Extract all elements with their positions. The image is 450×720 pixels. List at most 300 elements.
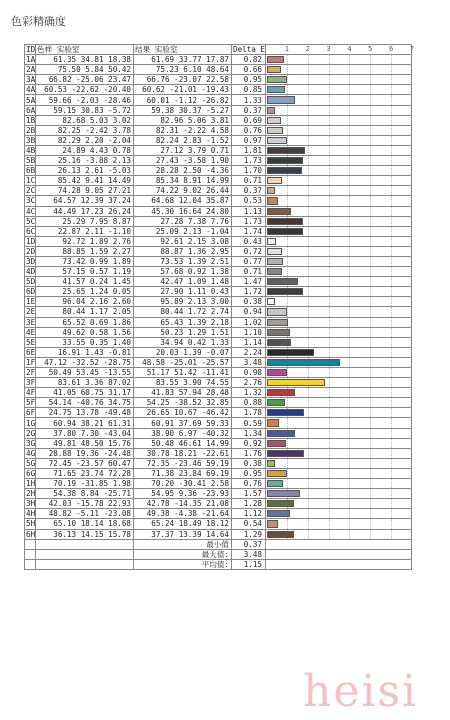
- grid-line: [287, 65, 288, 74]
- patch-id: 2F: [26, 368, 36, 378]
- grid-line: [308, 237, 309, 246]
- grid-line: [391, 237, 392, 246]
- result-lab-values: 60.01 -1.12 -26.82: [134, 95, 232, 105]
- patch-id: 1F: [26, 357, 36, 367]
- target-lab-values: 65.52 0.69 1.86: [36, 317, 134, 327]
- grid-line: [349, 418, 350, 427]
- delta-e-value: 1.73: [232, 156, 266, 166]
- grid-line: [349, 207, 350, 216]
- table-row: [25, 357, 412, 367]
- delta-e-value: 0.53: [232, 196, 266, 206]
- delta-e-bar: [267, 339, 291, 346]
- delta-e-bar: [267, 137, 287, 144]
- target-lab-values: 24.89 4.43 0.78: [36, 145, 134, 155]
- delta-e-bar-cell: [266, 226, 412, 236]
- delta-e-bar-cell: [266, 499, 412, 509]
- grid-line: [349, 95, 350, 104]
- grid-line: [391, 267, 392, 276]
- table-row: [25, 65, 412, 75]
- table-row: [25, 206, 412, 216]
- grid-line: [329, 519, 330, 528]
- grid-line: [349, 519, 350, 528]
- delta-e-bar-cell: [266, 428, 412, 438]
- delta-e-bar: [267, 520, 278, 527]
- result-lab-values: 51.17 51.42 -11.41: [134, 368, 232, 378]
- scale-tick-label: 6: [389, 45, 394, 53]
- grid-line: [329, 499, 330, 508]
- delta-e-bar-cell: [266, 95, 412, 105]
- delta-e-bar: [267, 147, 305, 154]
- delta-e-value: 1.72: [232, 287, 266, 297]
- grid-line: [329, 509, 330, 518]
- target-lab-values: 83.61 3.36 87.02: [36, 378, 134, 388]
- grid-line: [349, 297, 350, 306]
- grid-line: [308, 95, 309, 104]
- grid-line: [349, 247, 350, 256]
- grid-line: [329, 449, 330, 458]
- delta-e-value: 1.47: [232, 277, 266, 287]
- stats-blank: [25, 539, 36, 549]
- stats-blank: [36, 559, 134, 569]
- target-lab-values: 64.57 12.39 37.24: [36, 196, 134, 206]
- result-lab-values: 42.78 -14.35 21.08: [134, 499, 232, 509]
- stats-label: 平均值:: [134, 559, 232, 569]
- delta-e-bar: [267, 76, 287, 83]
- grid-line: [287, 307, 288, 316]
- grid-line: [349, 156, 350, 165]
- grid-line: [349, 408, 350, 417]
- table-row: [25, 256, 412, 266]
- table-row: [25, 186, 412, 196]
- result-lab-values: 27.90 1.11 0.43: [134, 287, 232, 297]
- delta-e-value: 0.76: [232, 125, 266, 135]
- grid-line: [329, 116, 330, 125]
- patch-id: 6H: [26, 529, 36, 539]
- stats-blank: [25, 549, 36, 559]
- grid-line: [308, 85, 309, 94]
- grid-line: [391, 499, 392, 508]
- result-lab-values: 95.89 2.13 3.00: [134, 297, 232, 307]
- grid-line: [287, 116, 288, 125]
- grid-line: [287, 237, 288, 246]
- grid-line: [329, 368, 330, 377]
- grid-line: [329, 237, 330, 246]
- grid-line: [308, 55, 309, 64]
- delta-e-bar: [267, 460, 275, 467]
- grid-line: [349, 237, 350, 246]
- delta-e-value: 0.95: [232, 75, 266, 85]
- grid-line: [349, 469, 350, 478]
- grid-line: [329, 126, 330, 135]
- delta-e-bar: [267, 308, 287, 315]
- result-lab-values: 27.12 3.79 0.71: [134, 145, 232, 155]
- patch-id: 1A: [26, 55, 36, 65]
- delta-e-bar-cell: [266, 337, 412, 347]
- grid-line: [329, 418, 330, 427]
- table-row: [25, 317, 412, 327]
- result-lab-values: 42.47 1.09 1.48: [134, 277, 232, 287]
- table-row: [25, 105, 412, 115]
- grid-line: [349, 85, 350, 94]
- grid-line: [329, 439, 330, 448]
- table-row: [25, 115, 412, 125]
- delta-e-value: 0.69: [232, 115, 266, 125]
- grid-line: [308, 398, 309, 407]
- patch-id: 3F: [26, 378, 36, 388]
- grid-line: [391, 156, 392, 165]
- delta-e-bar: [267, 117, 281, 124]
- delta-e-bar: [267, 500, 294, 507]
- target-lab-values: 72.45 -23.57 60.47: [36, 458, 134, 468]
- grid-line: [308, 459, 309, 468]
- delta-e-value: 1.32: [232, 388, 266, 398]
- delta-e-bar: [267, 430, 295, 437]
- patch-id: 5C: [26, 216, 36, 226]
- grid-line: [370, 166, 371, 175]
- target-lab-values: 74.28 9.05 27.21: [36, 186, 134, 196]
- delta-e-value: 1.28: [232, 499, 266, 509]
- grid-line: [287, 85, 288, 94]
- delta-e-bar: [267, 228, 303, 235]
- delta-e-bar-cell: [266, 267, 412, 277]
- table-row: [25, 145, 412, 155]
- table-row: [25, 337, 412, 347]
- delta-e-bar: [267, 409, 304, 416]
- grid-line: [370, 196, 371, 205]
- grid-line: [349, 509, 350, 518]
- scale-tick-label: 1: [284, 45, 289, 53]
- delta-e-bar: [267, 66, 281, 73]
- grid-line: [308, 156, 309, 165]
- grid-line: [370, 227, 371, 236]
- patch-id: 1G: [26, 418, 36, 428]
- grid-line: [308, 287, 309, 296]
- stats-label: 最大值:: [134, 549, 232, 559]
- patch-id: 4H: [26, 509, 36, 519]
- delta-e-value: 1.12: [232, 509, 266, 519]
- grid-line: [370, 75, 371, 84]
- grid-line: [349, 146, 350, 155]
- patch-id: 2G: [26, 428, 36, 438]
- grid-line: [370, 95, 371, 104]
- delta-e-bar-cell: [266, 458, 412, 468]
- target-lab-values: 28.88 19.36 -24.48: [36, 448, 134, 458]
- result-lab-values: 88.87 1.36 2.95: [134, 246, 232, 256]
- result-lab-values: 65.43 1.39 2.18: [134, 317, 232, 327]
- result-lab-values: 70.20 -30.41 2.58: [134, 479, 232, 489]
- grid-line: [391, 136, 392, 145]
- grid-line: [349, 348, 350, 357]
- delta-e-bar: [267, 389, 295, 396]
- grid-line: [308, 429, 309, 438]
- delta-e-bar-cell: [266, 347, 412, 357]
- grid-line: [287, 75, 288, 84]
- delta-e-bar-cell: [266, 317, 412, 327]
- delta-e-bar: [267, 419, 279, 426]
- delta-e-bar: [267, 96, 295, 103]
- grid-line: [308, 176, 309, 185]
- grid-line: [391, 348, 392, 357]
- grid-line: [370, 489, 371, 498]
- grid-line: [349, 277, 350, 286]
- delta-e-bar: [267, 167, 302, 174]
- grid-line: [391, 287, 392, 296]
- result-lab-values: 45.30 16.64 24.80: [134, 206, 232, 216]
- grid-line: [370, 388, 371, 397]
- result-lab-values: 38.90 6.97 -40.32: [134, 428, 232, 438]
- delta-e-bar: [267, 490, 300, 497]
- table-row: [25, 307, 412, 317]
- delta-e-value: 1.70: [232, 166, 266, 176]
- target-lab-values: 41.57 0.24 1.45: [36, 277, 134, 287]
- grid-line: [370, 85, 371, 94]
- delta-e-value: 0.71: [232, 176, 266, 186]
- delta-e-bar-cell: [266, 479, 412, 489]
- result-lab-values: 80.44 1.72 2.74: [134, 307, 232, 317]
- result-lab-values: 85.34 8.91 14.99: [134, 176, 232, 186]
- grid-line: [391, 469, 392, 478]
- grid-line: [370, 307, 371, 316]
- grid-line: [287, 176, 288, 185]
- table-row: [25, 489, 412, 499]
- grid-line: [308, 217, 309, 226]
- target-lab-values: 80.44 1.17 2.05: [36, 307, 134, 317]
- delta-e-bar: [267, 349, 314, 356]
- stats-blank: [36, 539, 134, 549]
- grid-line: [308, 469, 309, 478]
- grid-line: [308, 186, 309, 195]
- result-lab-values: 60.91 37.69 59.33: [134, 418, 232, 428]
- delta-e-bar-cell: [266, 75, 412, 85]
- grid-line: [391, 439, 392, 448]
- table-row: [25, 499, 412, 509]
- result-lab-values: 82.31 -2.22 4.58: [134, 125, 232, 135]
- result-lab-values: 27.28 7.38 7.76: [134, 216, 232, 226]
- grid-line: [391, 85, 392, 94]
- result-lab-values: 49.38 -4.38 -21.64: [134, 509, 232, 519]
- delta-e-bar-cell: [266, 368, 412, 378]
- delta-e-bar: [267, 86, 285, 93]
- grid-line: [370, 499, 371, 508]
- target-lab-values: 25.16 -3.88 2.13: [36, 156, 134, 166]
- result-lab-values: 57.68 0.92 1.38: [134, 267, 232, 277]
- stats-row: [25, 539, 412, 549]
- delta-e-value: 1.74: [232, 226, 266, 236]
- grid-line: [370, 328, 371, 337]
- table-row: [25, 448, 412, 458]
- delta-e-value: 3.48: [232, 357, 266, 367]
- delta-e-value: 1.14: [232, 337, 266, 347]
- delta-e-bar-cell: [266, 176, 412, 186]
- grid-line: [329, 408, 330, 417]
- grid-line: [391, 176, 392, 185]
- stats-blank: [266, 549, 412, 559]
- delta-e-value: 0.82: [232, 55, 266, 65]
- result-lab-values: 71.38 23.84 69.19: [134, 468, 232, 478]
- target-lab-values: 82.29 2.20 -2.04: [36, 135, 134, 145]
- table-row: [25, 509, 412, 519]
- target-lab-values: 25.29 7.95 8.87: [36, 216, 134, 226]
- grid-line: [349, 267, 350, 276]
- target-lab-values: 73.42 0.99 1.89: [36, 256, 134, 266]
- stats-blank: [266, 539, 412, 549]
- target-lab-values: 41.05 60.75 31.17: [36, 388, 134, 398]
- patch-id: 4G: [26, 448, 36, 458]
- grid-line: [329, 479, 330, 488]
- grid-line: [370, 136, 371, 145]
- grid-line: [349, 459, 350, 468]
- target-lab-values: 54.38 8.84 -25.71: [36, 489, 134, 499]
- patch-id: 1B: [26, 115, 36, 125]
- delta-e-bar-cell: [266, 388, 412, 398]
- grid-line: [287, 469, 288, 478]
- delta-e-bar: [267, 268, 282, 275]
- patch-id: 3E: [26, 317, 36, 327]
- table-row: [25, 226, 412, 236]
- grid-line: [349, 499, 350, 508]
- result-lab-values: 34.94 0.42 1.33: [134, 337, 232, 347]
- grid-line: [329, 257, 330, 266]
- delta-e-bar: [267, 56, 284, 63]
- grid-line: [329, 388, 330, 397]
- grid-line: [370, 65, 371, 74]
- target-lab-values: 47.12 -32.52 -28.75: [36, 357, 134, 367]
- grid-line: [370, 418, 371, 427]
- grid-line: [308, 126, 309, 135]
- target-lab-values: 16.91 1.43 -0.81: [36, 347, 134, 357]
- result-lab-values: 28.28 2.50 -4.36: [134, 166, 232, 176]
- table-row: [25, 418, 412, 428]
- patch-id: 5E: [26, 337, 36, 347]
- grid-line: [391, 378, 392, 387]
- table-row: [25, 55, 412, 65]
- target-lab-values: 49.62 0.58 1.56: [36, 327, 134, 337]
- grid-line: [329, 227, 330, 236]
- target-lab-values: 37.80 7.30 -43.04: [36, 428, 134, 438]
- grid-line: [349, 55, 350, 64]
- grid-line: [391, 408, 392, 417]
- delta-e-bar-cell: [266, 519, 412, 529]
- table-row: [25, 95, 412, 105]
- delta-e-bar-cell: [266, 529, 412, 539]
- delta-e-bar-cell: [266, 378, 412, 388]
- grid-line: [370, 237, 371, 246]
- grid-line: [349, 196, 350, 205]
- target-lab-values: 33.55 0.35 1.40: [36, 337, 134, 347]
- grid-line: [349, 136, 350, 145]
- grid-line: [370, 348, 371, 357]
- grid-line: [308, 418, 309, 427]
- result-lab-values: 72.35 -23.46 59.19: [134, 458, 232, 468]
- target-lab-values: 71.65 23.74 72.28: [36, 468, 134, 478]
- table-row: [25, 166, 412, 176]
- grid-line: [329, 378, 330, 387]
- grid-line: [308, 499, 309, 508]
- grid-line: [308, 408, 309, 417]
- delta-e-value: 0.77: [232, 256, 266, 266]
- grid-line: [308, 489, 309, 498]
- result-lab-values: 82.96 5.06 3.81: [134, 115, 232, 125]
- grid-line: [308, 196, 309, 205]
- grid-line: [370, 116, 371, 125]
- patch-id: 6E: [26, 347, 36, 357]
- grid-line: [391, 338, 392, 347]
- grid-line: [391, 207, 392, 216]
- delta-e-value: 1.73: [232, 216, 266, 226]
- grid-line: [287, 398, 288, 407]
- stats-value: 0.37: [232, 539, 266, 549]
- header-target-lab: 色样 实验室: [36, 45, 134, 55]
- table-row: [25, 277, 412, 287]
- grid-line: [329, 348, 330, 357]
- delta-e-value: 1.78: [232, 408, 266, 418]
- grid-line: [349, 530, 350, 539]
- target-lab-values: 54.14 -40.76 34.75: [36, 398, 134, 408]
- delta-e-bar-cell: [266, 418, 412, 428]
- table-row: [25, 85, 412, 95]
- patch-id: 2C: [26, 186, 36, 196]
- grid-line: [370, 126, 371, 135]
- grid-line: [349, 318, 350, 327]
- grid-line: [370, 338, 371, 347]
- delta-e-value: 0.71: [232, 267, 266, 277]
- patch-id: 2H: [26, 489, 36, 499]
- delta-e-bar-cell: [266, 115, 412, 125]
- table-row: [25, 125, 412, 135]
- grid-line: [370, 449, 371, 458]
- patch-id: 5A: [26, 95, 36, 105]
- grid-line: [308, 388, 309, 397]
- delta-e-value: 0.94: [232, 307, 266, 317]
- grid-line: [391, 227, 392, 236]
- grid-line: [308, 277, 309, 286]
- target-lab-values: 92.72 1.89 2.76: [36, 236, 134, 246]
- patch-id: 6A: [26, 105, 36, 115]
- grid-line: [391, 307, 392, 316]
- grid-line: [391, 196, 392, 205]
- grid-line: [391, 459, 392, 468]
- delta-e-bar: [267, 510, 290, 517]
- delta-e-bar-cell: [266, 408, 412, 418]
- grid-line: [308, 307, 309, 316]
- result-lab-values: 65.24 18.49 18.12: [134, 519, 232, 529]
- grid-line: [329, 85, 330, 94]
- grid-line: [370, 186, 371, 195]
- stats-label: 最小值: [134, 539, 232, 549]
- grid-line: [308, 166, 309, 175]
- scale-axis: [266, 45, 415, 55]
- delta-e-bar: [267, 369, 287, 376]
- grid-line: [308, 368, 309, 377]
- table-row: [25, 458, 412, 468]
- table-row: [25, 438, 412, 448]
- result-lab-values: 75.23 6.10 48.64: [134, 65, 232, 75]
- grid-line: [329, 207, 330, 216]
- patch-id: 5H: [26, 519, 36, 529]
- delta-e-bar: [267, 127, 283, 134]
- grid-line: [370, 297, 371, 306]
- grid-line: [370, 146, 371, 155]
- delta-e-bar: [267, 480, 283, 487]
- grid-line: [287, 247, 288, 256]
- target-lab-values: 22.87 2.11 -1.10: [36, 226, 134, 236]
- grid-line: [329, 429, 330, 438]
- grid-line: [370, 217, 371, 226]
- result-lab-values: 92.61 2.15 3.08: [134, 236, 232, 246]
- result-lab-values: 41.83 57.94 28.48: [134, 388, 232, 398]
- grid-line: [370, 257, 371, 266]
- delta-e-value: 0.38: [232, 297, 266, 307]
